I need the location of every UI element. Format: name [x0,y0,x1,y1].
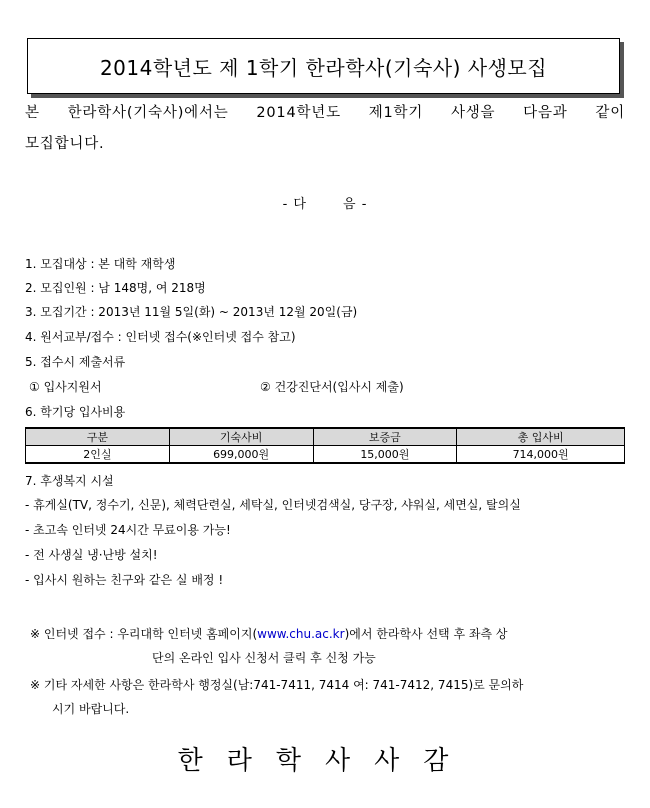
signature: 한라학사사감 [177,746,473,776]
item-application: 4. 원서교부/접수 : 인터넷 접수(※인터넷 접수 참고) [25,330,296,344]
item-period: 3. 모집기간 : 2013년 11월 5일(화) ~ 2013년 12월 20일(금) [25,305,358,319]
dagum-left: - 다 [282,197,307,212]
note-internet-prefix: ※ 인터넷 접수 : 우리대학 인터넷 홈페이지( [30,627,258,641]
fee-table [25,427,625,464]
item-target: 1. 모집대상 : 본 대학 재학생 [25,257,176,271]
fee-table-row [26,446,625,464]
note-internet-line-1 [30,625,507,642]
intro-paragraph [25,98,625,160]
welfare-item: - 입사시 원하는 친구와 같은 실 배정 ! [25,573,224,587]
document-1: ① 입사지원서 [29,380,102,394]
fee-cell-dorm-fee: 699,000원 [169,446,313,464]
note-internet-line-2: 단의 온라인 입사 신청서 클릭 후 신청 가능 [152,651,376,665]
document-2: ② 건강진단서(입사시 제출) [260,380,404,394]
welfare-item: - 전 사생실 냉·난방 설치! [25,548,158,562]
intro-line-1: 본 한라학사(기숙사)에서는 2014학년도 제1학기 사생을 다음과 같이 [25,105,625,121]
welfare-item: - 휴게실(TV, 정수기, 신문), 체력단련실, 세탁실, 인터넷검색실, 당구장, 샤워실, 세면실, 탈의실 [25,498,521,512]
fee-header-dorm-fee: 기숙사비 [169,428,313,446]
note-contact-line-1: ※ 기타 자세한 사항은 한라학사 행정실(남:741-7411, 7414 여: 741-7412, 7415)로 문의하 [30,678,524,692]
section-divider-dagum [0,193,650,212]
fee-header-total: 총 입사비 [457,428,625,446]
notice-title [27,38,620,94]
fee-header-type: 구분 [26,428,170,446]
dagum-right: 음 - [343,197,368,212]
welfare-item: - 초고속 인터넷 24시간 무료이용 가능! [25,523,231,537]
homepage-link[interactable]: www.chu.ac.kr [257,627,345,641]
item-documents-heading: 5. 접수시 제출서류 [25,355,126,369]
fee-header-deposit: 보증금 [313,428,457,446]
item-fee-heading: 6. 학기당 입사비용 [25,405,126,419]
fee-cell-deposit: 15,000원 [313,446,457,464]
fee-cell-type: 2인실 [26,446,170,464]
notice-title-text: 2014학년도 제 1학기 한라학사(기숙사) 사생모집 [99,55,548,80]
fee-cell-total: 714,000원 [457,446,625,464]
note-internet-suffix: )에서 한라학사 선택 후 좌측 상 [344,627,508,641]
item-quota: 2. 모집인원 : 남 148명, 여 218명 [25,281,206,295]
note-contact-line-2: 시기 바랍니다. [52,702,130,716]
intro-line-2: 모집합니다. [25,136,105,152]
fee-table-header-row [26,428,625,446]
item-welfare-heading: 7. 후생복지 시설 [25,474,114,488]
